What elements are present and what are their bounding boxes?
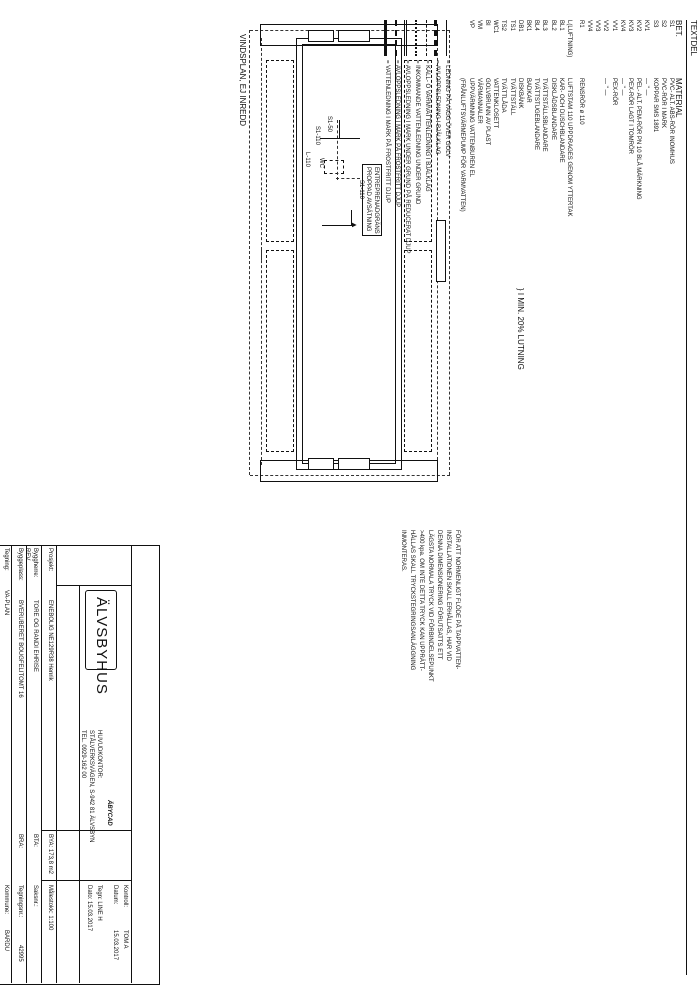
byggeplass-label: Byggeplass: — [17, 548, 23, 581]
tegning-value: VA-PLAN — [3, 590, 9, 616]
window — [338, 458, 370, 470]
fixture-text: DISKBÄNK — [516, 78, 523, 109]
rule — [131, 545, 132, 983]
tegning-label: Tegning: — [3, 548, 9, 571]
textdel-heading: TEXTDEL — [689, 20, 698, 57]
material-code: R1 — [577, 20, 584, 28]
tegningsnr-label: Tegningsnr.: — [17, 885, 23, 918]
material-code: VV4 — [586, 20, 592, 32]
fixture-text: VATTENKLOSETT — [492, 78, 499, 129]
fixture-text: TVÄTTLÅDA — [500, 78, 507, 113]
contractor-note-line-2: PROPPAD AVSÄTNING — [365, 167, 371, 232]
fixture-code: BL3 — [541, 20, 548, 31]
material-text: PEX-RÖR — [610, 78, 617, 106]
attic-label: VINDSPLAN, EJ INREDD — [238, 34, 247, 127]
fixture-code: BL2 — [549, 20, 556, 31]
fixture-text: UPPVÄRMNING VATTENBUREN EL — [467, 78, 474, 178]
slope-note: } I MIN. 20% LUTNING — [516, 288, 525, 370]
byggherre-value: TORE OG RANDI EHRISE — [32, 600, 38, 672]
kommune-value: BARDU — [3, 930, 9, 952]
knee-wall-line — [437, 250, 438, 465]
kontroll-value: TOM A — [122, 930, 128, 949]
knee-wall-line — [261, 38, 262, 260]
legend-swatch — [415, 20, 417, 56]
fixture-text: DISKLÅDSBLANDARE — [549, 78, 556, 141]
panel-border — [686, 20, 687, 975]
legend-text: = AVLOPPSLEDNING I MARK UNDER GRUND PÅ REDUCERAT DJUP — [404, 60, 410, 254]
projekt-label: Prosjekt: — [47, 548, 53, 572]
office-line: HUVUDKONTOR: — [96, 730, 102, 779]
material-text: — " — — [618, 78, 625, 96]
material-text: PVC- ALT. ABS-RÖR INOMHUS — [668, 78, 674, 164]
legend-text: = KALL- O VARMVATTENLEDNING I BJÄLKLAG — [424, 60, 430, 192]
fixture-text: TVÄTTSTÄLLSBLANDARE — [541, 78, 548, 152]
window — [308, 458, 334, 470]
bra-label: BRA: — [17, 834, 23, 849]
fixture-text: GOLVBRUNN AV PLAST — [484, 78, 490, 146]
office-line: STÅLVERKSVÄGEN, S-942 81 ÄLVSBYN — [88, 730, 94, 843]
drain-pipe — [336, 178, 360, 179]
legend-text: = AVLOPPSLEDNING I MARK PÅ FROSTFRITT DJUP — [394, 60, 400, 208]
material-code: VV2 — [602, 20, 609, 32]
contractor-note — [362, 164, 382, 236]
material-text: RENSRÖR ø 110 — [577, 78, 584, 125]
material-text: PVC-RÖR I MARK — [659, 78, 666, 129]
fixture-text: LUFTSTAM 110 UPPDRAGES GENOM YTTERTAK — [566, 78, 572, 217]
fixture-text: (FRÅNLUFTSVÄRMEPUMP FÖR VARMVATTEN) — [459, 78, 466, 212]
fixture-code: VP — [467, 20, 474, 29]
arrow-head: ▲ — [350, 221, 359, 229]
note-line: >400 kpa. OM INTE DETTA TRYCK KAN UPPRÄTT- — [418, 530, 424, 671]
col-bet: BET. — [674, 20, 683, 37]
rule — [26, 545, 27, 983]
material-code: S3 — [651, 20, 658, 28]
datum-label: Datum: — [112, 885, 118, 905]
pipe-tag: WC — [318, 158, 324, 168]
fixture-code: L(LUFTNING) — [566, 20, 572, 58]
legend-swatch — [434, 20, 437, 56]
tegningsnr-value: 42995 — [17, 945, 23, 962]
fixture-code: WC1 — [492, 20, 499, 34]
kommune-label: Kommune: — [3, 885, 9, 915]
legend-swatch — [426, 20, 427, 56]
pressure-note — [388, 530, 460, 680]
note-line: FÖR ATT NORMENLIGT FLÖDE PÅ TAPPVATTEN- — [454, 530, 460, 670]
datum-value: 15.03.2017 — [112, 930, 118, 961]
roof-window — [436, 220, 446, 282]
logo-text: ÄLVSBYHUS — [93, 597, 110, 695]
rule — [11, 545, 12, 983]
roof-line — [249, 30, 250, 475]
legend-text: = AVLOPPSLEDNING I BJÄLKLAG — [434, 60, 440, 155]
tegn-label: Tegn: LINE H — [96, 885, 102, 921]
fixture-code: TS2 — [500, 20, 507, 32]
legend-text: = LEDNING PÅ VÄGG ÖVER GOLV — [444, 60, 450, 158]
window — [308, 30, 334, 42]
pipe-tag: S1-110 — [314, 126, 320, 145]
legend-swatch — [446, 20, 447, 56]
saksnr-label: Saksnr.: — [32, 885, 38, 907]
rule — [42, 830, 132, 831]
fixture-text: VÄRMANNALER — [475, 78, 482, 124]
note-line: HÅLLAS SKALL TRYCKSTEGRINGSANLÄGGNING — [409, 530, 415, 671]
material-code: KV1 — [643, 20, 650, 32]
pipe-tag: L-110 — [304, 152, 310, 167]
material-text: — " — — [602, 78, 609, 96]
knee-wall-line — [261, 250, 262, 465]
note-line: DENNA DIMENSIONERING FÖRUTSATTS ETT — [436, 530, 442, 660]
fixture-code: TS1 — [508, 20, 515, 32]
rule — [56, 545, 57, 983]
fixture-text: KAR- OCH DUSCHBLANDARE — [557, 78, 564, 163]
alvsbyhus-logo — [85, 590, 117, 695]
fixture-code: BL4 — [533, 20, 540, 31]
fixture-code: BL1 — [557, 20, 564, 31]
dato-label: Dato: 15.03.2017 — [86, 885, 92, 932]
projekt-value: ENEBOLIG NE129R38 Henrik — [47, 600, 53, 681]
eave-space — [404, 250, 432, 452]
legend-swatch — [384, 20, 387, 56]
col-material: MATERIAL — [674, 78, 683, 118]
rev-label: REV. — [24, 548, 30, 562]
byggeplass-value: BVERUBERET BOUGFELITOMT 16 — [17, 600, 23, 698]
legend-text: = VATTENLEDNING I MARK PÅ FROSTFRITT DJUP — [384, 60, 390, 203]
direction-arrow — [322, 225, 352, 226]
pipe-tag: S1-50 — [326, 116, 332, 133]
fixture-code: DB1 — [516, 20, 523, 32]
bya-label: BYA: 173,8 m2 — [47, 834, 53, 874]
rule — [41, 545, 42, 983]
kontroll-label: Kontroll: — [122, 885, 128, 908]
legend-text: = INKOMMANDE VATTENLEDNING UNDER GRUND — [414, 60, 420, 205]
byggherre-label: Byggherre: — [32, 548, 38, 578]
note-line: INMONTERAS. — [400, 530, 406, 572]
material-code: S2 — [659, 20, 666, 28]
drain-pipe — [337, 120, 338, 180]
legend-swatch — [395, 20, 397, 56]
material-code: VV1 — [610, 20, 617, 32]
eave-space — [266, 250, 294, 452]
fixture-text: TVÄTTSTUGEBLANDARE — [533, 78, 540, 151]
eave-space — [266, 60, 294, 242]
brand-mark: ÄBYCAD — [106, 800, 112, 826]
rule — [42, 880, 132, 881]
malestokk: Målestokk: 1:100 — [47, 885, 53, 931]
fixture-text: BADKAR — [525, 78, 531, 103]
material-code: S1 — [668, 20, 674, 28]
material-code: KV4 — [618, 20, 625, 32]
attic-inner-outline — [302, 44, 396, 464]
fixture-code: VM — [475, 20, 482, 29]
bta-label: BTA: — [32, 834, 38, 847]
material-text: PEX-RÖR LAGT I TOMRÖR — [627, 78, 633, 155]
fixture-code: BK1 — [525, 20, 531, 32]
note-line: INSTALLATIONEN SKALL ERHÅLLAS, HAR VID — [445, 530, 451, 661]
rule — [79, 585, 80, 983]
pipe-tag: S1-110 — [358, 180, 364, 199]
material-code: VV3 — [594, 20, 601, 32]
fixture-text: TVÄTTSTÄLL — [508, 78, 515, 116]
note-line: LÄGSTA NORMALA TRYCK VID FÖRBINDELSEPUNKT — [427, 530, 433, 682]
office-line: TEL. 0929-162 00 — [80, 730, 86, 779]
material-text: — " — — [643, 78, 650, 96]
contractor-note-line-1: ENTREPRENADGRÄNS — [373, 167, 379, 234]
legend-swatch — [404, 20, 407, 56]
fixture-code: BI — [484, 20, 490, 26]
direction-arrow — [351, 210, 352, 225]
vent-stack — [320, 138, 360, 139]
material-text: PEL- ALT. PEM-RÖR PN 10 BLÅ MÄRKNING — [635, 78, 642, 200]
window — [338, 30, 370, 42]
wc-symbol — [324, 160, 344, 174]
pipe-run — [339, 120, 340, 138]
rule — [57, 585, 132, 586]
material-code: KV2 — [635, 20, 642, 32]
material-code: KV3 — [627, 20, 633, 32]
material-text: KOPPAR SMS 1891 — [651, 78, 658, 133]
